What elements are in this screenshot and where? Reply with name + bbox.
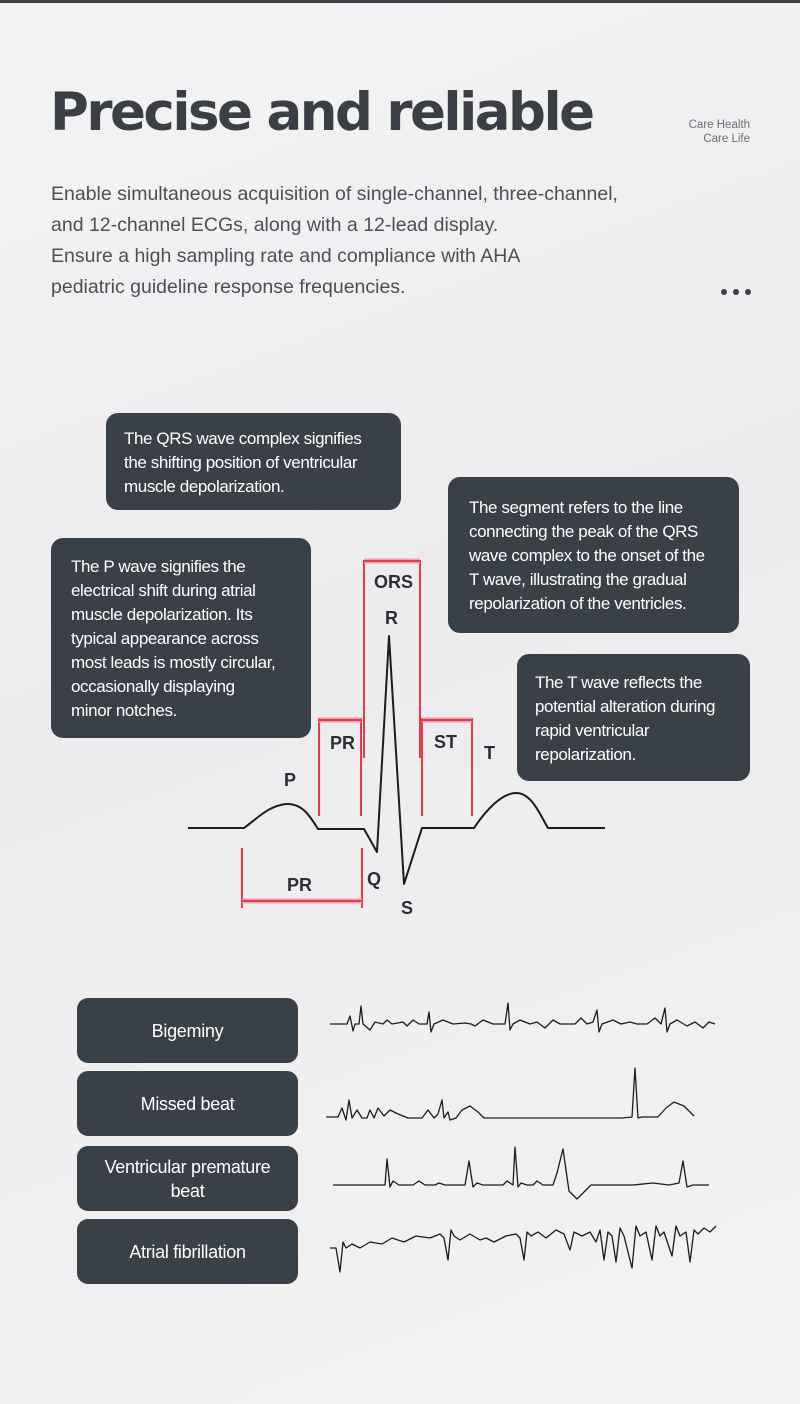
intro-line-3: Ensure a high sampling rate and compliance with AHA	[51, 245, 521, 267]
callout-text: occasionally displaying	[71, 677, 235, 696]
intro-paragraph	[51, 179, 651, 303]
bigeminy-trace	[325, 998, 720, 1048]
callout-text: The P wave signifies the	[71, 557, 246, 576]
callout-text: T wave, illustrating the gradual	[469, 570, 687, 589]
callout-text: the shifting position of ventricular	[124, 453, 358, 472]
t-wave-label: T	[484, 743, 495, 763]
tagline-line-2: Care Life	[703, 133, 750, 145]
callout-text: muscle depolarization. Its	[71, 605, 253, 624]
callout-text: The segment refers to the line	[469, 498, 683, 517]
callout-text: minor notches.	[71, 701, 177, 720]
callout-text: connecting the peak of the QRS	[469, 522, 698, 541]
callout-text: rapid ventricular	[535, 721, 650, 740]
rhythm-afib-button[interactable]	[77, 1219, 298, 1284]
callout-text: The QRS wave complex signifies	[124, 429, 362, 448]
rhythm-label: Ventricular premature	[104, 1156, 271, 1177]
callout-text: typical appearance across	[71, 629, 259, 648]
callout-text: most leads is mostly circular,	[71, 653, 276, 672]
callout-text: repolarization of the ventricles.	[469, 594, 687, 613]
rhythm-bigeminy-button[interactable]	[77, 998, 298, 1063]
st-segment-label: ST	[434, 732, 458, 752]
q-wave-label: Q	[367, 869, 382, 889]
page-title: Precise and reliable	[50, 82, 593, 143]
ecg-diagram	[0, 540, 800, 930]
r-wave-label: R	[385, 608, 398, 628]
top-border	[0, 0, 800, 3]
ventricular-premature-beat-trace	[333, 1135, 713, 1210]
intro-line-2: and 12-channel ECGs, along with a 12-lead display.	[51, 214, 499, 236]
callout-text: muscle depolarization.	[124, 477, 285, 496]
s-wave-label: S	[401, 898, 414, 918]
more-options-icon[interactable]	[720, 287, 752, 297]
rhythm-vpb-button[interactable]	[77, 1146, 298, 1211]
intro-line-1: Enable simultaneous acquisition of single-channel, three-channel,	[51, 183, 618, 205]
rhythm-label: Atrial fibrillation	[129, 1241, 246, 1262]
rhythm-label: Bigeminy	[151, 1020, 224, 1041]
ecg-waveform	[188, 636, 605, 884]
tagline-line-1: Care Health	[688, 119, 750, 131]
callout-text: repolarization.	[535, 745, 636, 764]
callout-text: The T wave reflects the	[535, 673, 702, 692]
intro-line-4: pediatric guideline response frequencies.	[51, 276, 406, 298]
brand-tagline	[689, 118, 750, 146]
rhythm-label: beat	[170, 1180, 205, 1201]
p-wave-label: P	[284, 770, 297, 790]
callout-text: potential alteration during	[535, 697, 716, 716]
callout-text: electrical shift during atrial	[71, 581, 256, 600]
callout-text: wave complex to the onset of the	[469, 546, 705, 565]
missed-beat-trace	[322, 1062, 702, 1124]
rhythm-missed-beat-button[interactable]	[77, 1071, 298, 1136]
callout-qrs-complex	[106, 413, 401, 510]
pr-segment-label: PR	[330, 733, 356, 753]
atrial-fibrillation-trace	[326, 1212, 720, 1282]
qrs-interval-label: ORS	[374, 572, 414, 592]
rhythm-label: Missed beat	[140, 1093, 235, 1114]
pr-interval-label: PR	[287, 875, 313, 895]
